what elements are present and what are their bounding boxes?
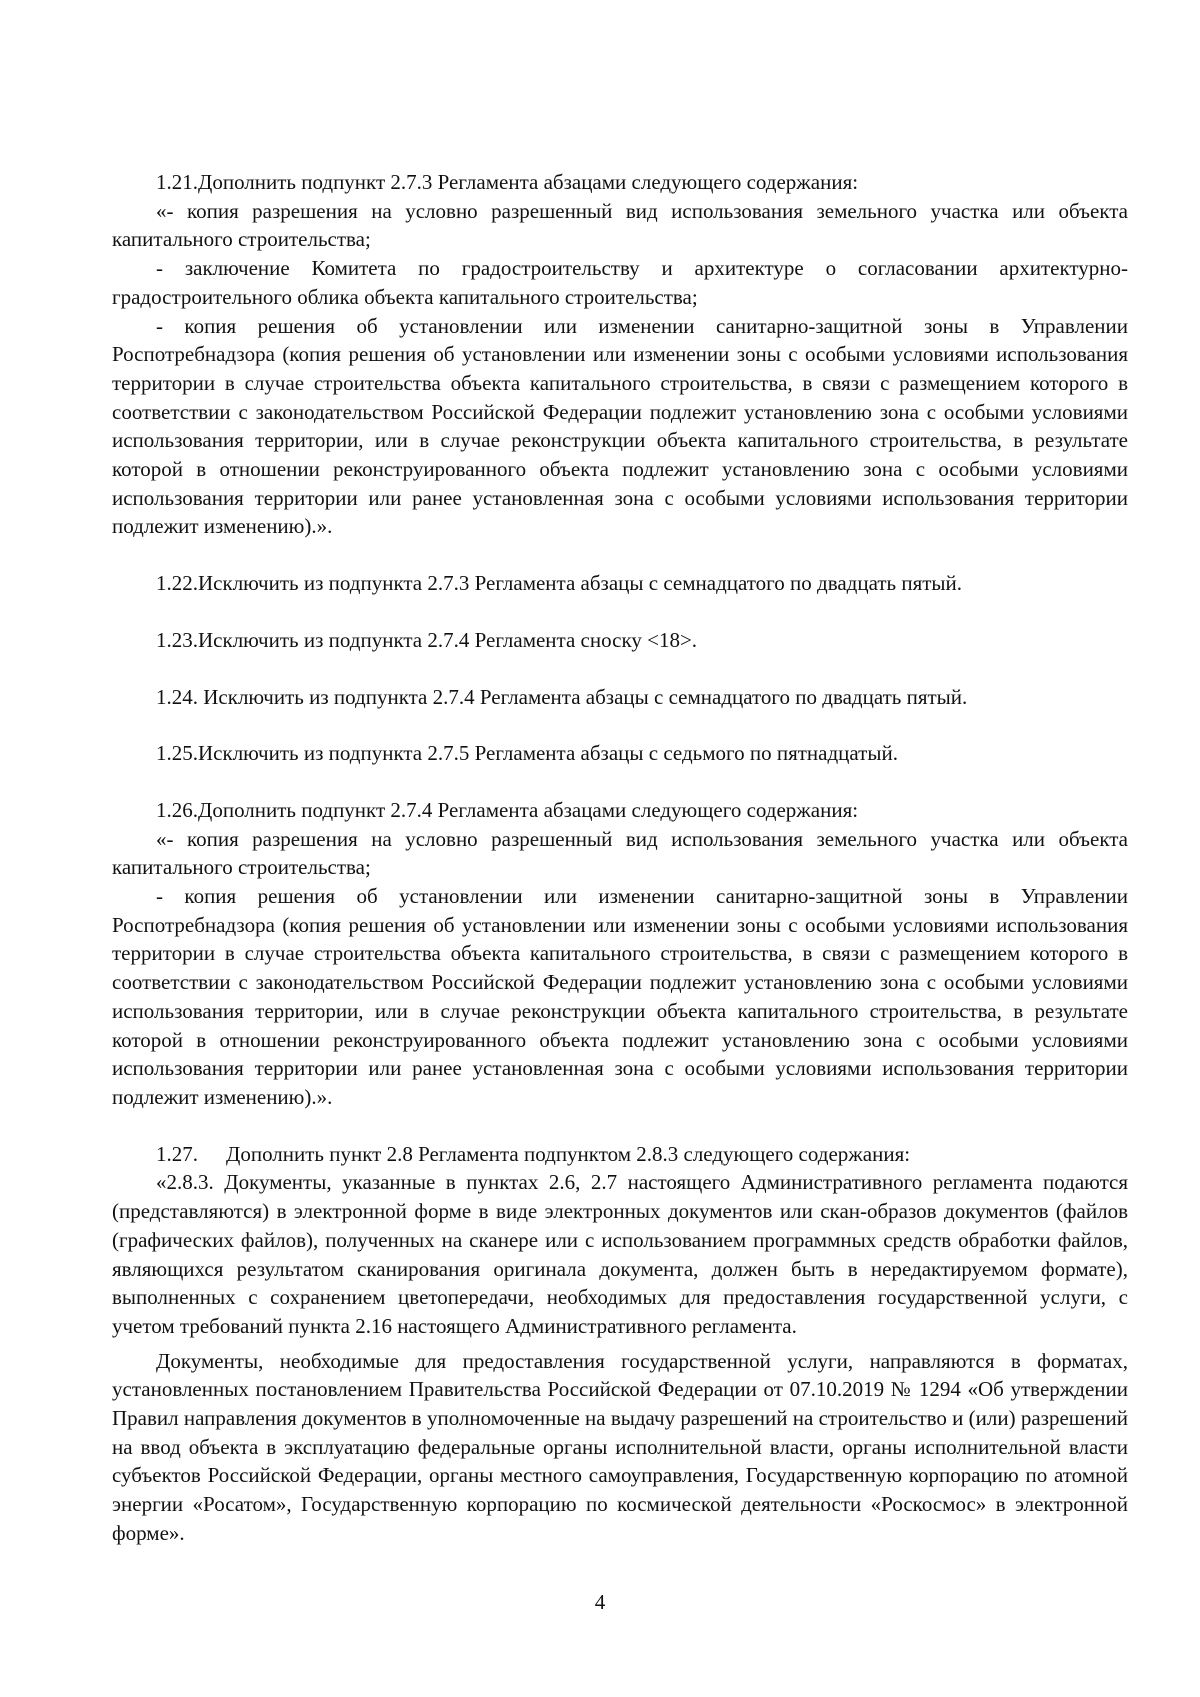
paragraph-1-21-item-1: «- копия разрешения на условно разрешенный вид использования земельного участка или объекта капитального строительства; [112,198,1128,252]
paragraph-1-25: 1.25.Исключить из подпункта 2.7.5 Регламента абзацы с седьмого по пятнадцатый. [156,741,898,766]
paragraph-1-26-item-2: - копия решения об установлении или изменении санитарно-защитной зоны в Управлении Роспотребнадзора (копия решения об установлении или изменении зоны с особыми условиями использования территории в случае строительства объекта капитального строительства, в связи с размещением которого в соответствии с законодательством Российской Федерации подлежит установлению зона с особыми условиями использования территории, или в случае реконструкции объекта капитального строительства, в результате которой в отношении реконструированного объекта подлежит установлению зона с особыми условиями использования территории или ранее установленная зона с особыми условиями использования территории подлежит изменению).». [112,884,1128,1109]
paragraph-1-27-text: Дополнить пункт 2.8 Регламента подпунктом 2.8.3 следующего содержания: [226,1141,911,1166]
paragraph-1-26: 1.26.Дополнить подпункт 2.7.4 Регламента абзацами следующего содержания: [156,797,859,822]
paragraph-1-24: 1.24. Исключить из подпункта 2.7.4 Регламента абзацы с семнадцатого по двадцать пятый. [156,684,968,709]
paragraph-1-21-item-2: - заключение Комитета по градостроительству и архитектуре о согласовании архитектурно-градостроительного облика объекта капитального строительства; [112,256,1128,309]
paragraph-1-21-item-3: - копия решения об установлении или изменении санитарно-защитной зоны в Управлении Роспотребнадзора (копия решения об установлении или изменении зоны с особыми условиями использования территории в случае строительства объекта капитального строительства, в связи с размещением которого в соответствии с законодательством Российской Федерации подлежит установлению зона с особыми условиями использования территории, или в случае реконструкции объекта капитального строительства, в результате которой в отношении реконструированного объекта подлежит установлению зона с особыми условиями использования территории или ранее установленная зона с особыми условиями использования территории подлежит изменению).». [112,313,1128,539]
paragraph-1-27 [112,1140,1128,1169]
page-number: 4 [594,1590,606,1614]
paragraph-1-26-item-1: «- копия разрешения на условно разрешенный вид использования земельного участка или объекта капитального строительства; [112,826,1128,880]
document-page [112,168,1128,1548]
paragraph-documents-formats: Документы, необходимые для предоставления государственной услуги, направляются в форматах, установленных постановлением Правительства Российской Федерации от 07.10.2019 № 1294 «Об утверждении Правил направления документов в уполномоченные на выдачу разрешений на строительство и (или) разрешений на ввод объекта в эксплуатацию федеральные органы исполнительной власти, органы исполнительной власти субъектов Российской Федерации, органы местного самоуправления, Государственную корпорацию по атомной энергии «Росатом», Государственную корпорацию по космической деятельности «Роскосмос» в электронной форме». [112,1348,1128,1545]
paragraph-1-27-number: 1.27. [156,1141,198,1166]
paragraph-1-22: 1.22.Исключить из подпункта 2.7.3 Регламента абзацы с семнадцатого по двадцать пятый. [156,571,963,596]
paragraph-1-21: 1.21.Дополнить подпункт 2.7.3 Регламента абзацами следующего содержания: [156,170,859,194]
paragraph-1-23: 1.23.Исключить из подпункта 2.7.4 Регламента сноску <18>. [156,627,698,652]
paragraph-2-8-3: «2.8.3. Документы, указанные в пунктах 2.6, 2.7 настоящего Административного регламента подаются (представляются) в электронной форме в виде электронных документов или скан-образов документов (файлов (графических файлов), полученных на сканере или с использованием программных средств обработки файлов, являющихся результатом сканирования оригинала документа, должен быть в нередактируемом формате), выполненных с сохранением цветопередачи, необходимых для предоставления государственной услуги, с учетом требований пункта 2.16 настоящего Административного регламента. [112,1170,1128,1338]
